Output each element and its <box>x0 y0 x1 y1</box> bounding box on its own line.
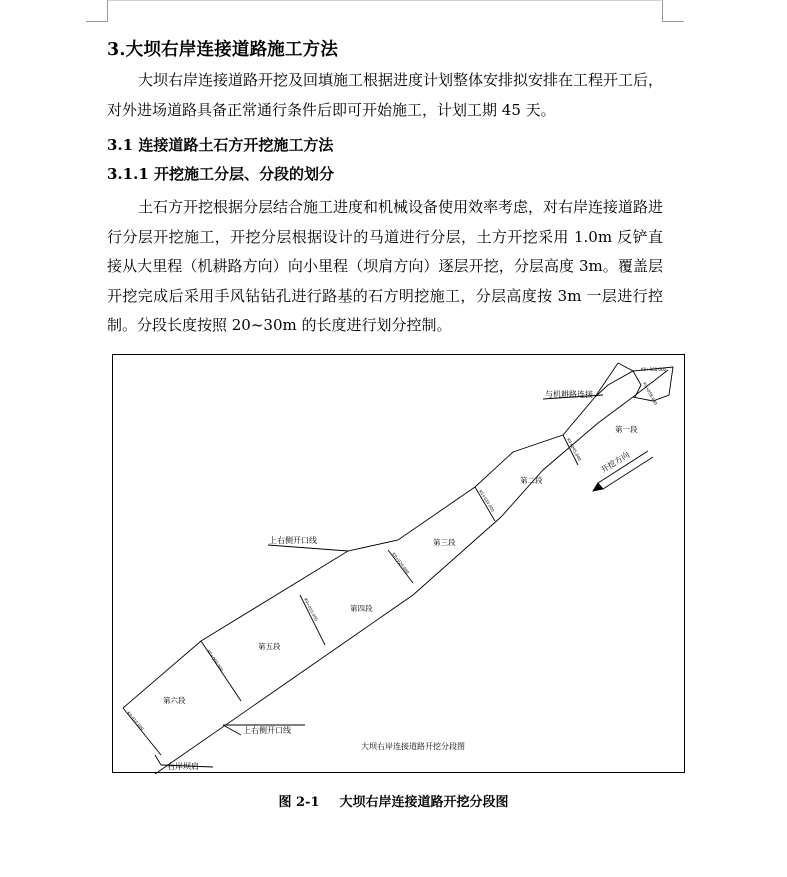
segment-6-label: 第六段 <box>163 696 186 705</box>
station-mark-4: K0+010.000 <box>303 597 319 622</box>
intro-paragraph: 大坝右岸连接道路开挖及回填施工根据进度计划整体安排拟安排在工程开工后，对外进场道路具备正常通行条件后即可开始施工，计划工期 45 天。 <box>107 71 664 119</box>
figure-frame <box>112 354 685 773</box>
station-mark-1: K0+045.000 <box>566 437 583 462</box>
segment-3-label: 第三段 <box>433 538 456 547</box>
margin-mark-left-horizontal <box>86 21 108 22</box>
road-segment-drawing <box>113 355 686 774</box>
page-top-edge <box>108 0 661 1</box>
label-upper-line: 上右侧开口线 <box>269 536 317 545</box>
lower-excavation-line <box>155 370 668 774</box>
station-mark-2: K0+030.000 <box>478 488 496 513</box>
station-mark-5: K0+000.000 <box>206 648 225 673</box>
section-title: 3.大坝右岸连接道路施工方法 <box>107 40 339 60</box>
caption-title: 大坝右岸连接道路开挖分段图 <box>339 795 509 810</box>
divider-4 <box>300 595 325 645</box>
station-mark-8: K0+058.000 <box>642 381 659 406</box>
station-mark-3: K0+020.000 <box>391 551 411 575</box>
leader-lower-line <box>223 725 241 735</box>
caption-number: 图 2-1 <box>278 795 320 810</box>
leader-abutment-2 <box>155 755 161 765</box>
margin-mark-right-horizontal <box>662 21 684 22</box>
figure-inner-title: 大坝右岸连接道路开挖分段图 <box>361 742 465 751</box>
margin-mark-right-vertical <box>662 0 663 21</box>
label-direction: 开挖方向 <box>599 450 632 475</box>
label-abutment: 右岸坝肩 <box>167 762 199 771</box>
figure-caption <box>0 791 787 810</box>
leader-upper-line <box>268 545 348 551</box>
segment-1-label: 第一段 <box>615 425 638 434</box>
upper-excavation-line <box>123 363 618 708</box>
station-mark-7: K0+060.000 <box>641 367 667 372</box>
label-connect: 与机耕路连接 <box>545 390 593 399</box>
subsubsection-heading: 3.1.1 开挖施工分层、分段的划分 <box>107 165 334 183</box>
subsection-heading: 3.1 连接道路土石方开挖施工方法 <box>107 136 334 154</box>
segment-4-label: 第四段 <box>350 604 373 613</box>
margin-mark-left-vertical <box>107 0 108 21</box>
body-paragraph: 土石方开挖根据分层结合施工进度和机械设备使用效率考虑，对右岸连接道路进行分层开挖施工，开挖分层根据设计的马道进行分层，土方开挖采用 1.0m 反铲直接从大里程（机耕路方向）向小里程（坝肩方向）逐层开挖，分层高度 3m。覆盖层开挖完成后采用手风钻钻孔进行路基的石方明挖施工，分层高度按 3m 一层进行控制。分段长度按照 20~30m 的长度进行划分控制。 <box>107 198 664 334</box>
segment-2-label: 第二段 <box>520 476 543 485</box>
segment-5-label: 第五段 <box>258 642 281 651</box>
station-mark-6: K0-010.000 <box>126 710 145 732</box>
label-lower-line: 上右侧开口线 <box>243 726 291 735</box>
connection-road <box>618 363 641 397</box>
